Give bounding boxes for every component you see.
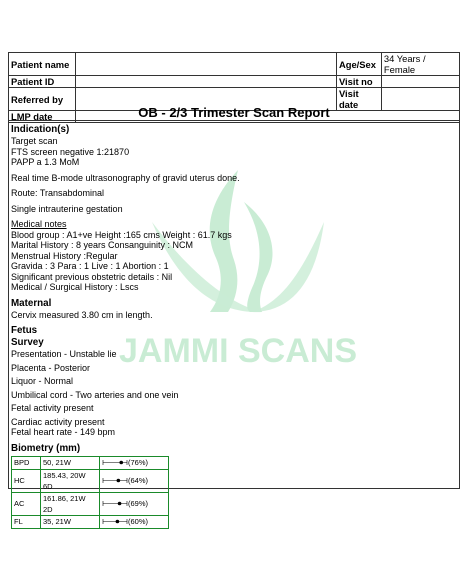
technique-text: Real time B-mode ultrasonography of gravid uterus done.: [11, 172, 240, 183]
biometry-heading: Biometry (mm): [11, 442, 81, 454]
percentile-label: (64%): [128, 475, 149, 485]
medical-notes-heading: Medical notes: [11, 219, 67, 229]
indication-line: FTS screen negative 1:21870: [11, 146, 130, 157]
biometry-gauge-cell: [100, 515, 169, 528]
gauge-marker: [118, 501, 122, 505]
biometry-value: 161.86, 21W 2D: [41, 492, 100, 515]
gauge-marker: [119, 460, 123, 464]
percentile-gauge: [102, 500, 128, 507]
report-content: [11, 124, 451, 529]
percentile-gauge: [102, 518, 128, 525]
medical-note-line: Marital History : 8 years Consanguinity : NCM: [11, 240, 194, 250]
percentile-label: (76%): [128, 457, 149, 467]
biometry-value: 35, 21W: [41, 515, 100, 528]
biometry-value: 185.43, 20W 6D: [41, 469, 100, 492]
patient-name-value: [75, 53, 336, 76]
visit-date-label: Visit date: [336, 88, 381, 111]
lmp-date-label: LMP date: [9, 111, 76, 123]
biometry-param: BPD: [12, 456, 41, 469]
percentile-label: (69%): [128, 498, 149, 508]
survey-line: Umbilical cord - Two arteries and one vein: [11, 389, 179, 400]
biometry-gauge-cell: [100, 492, 169, 515]
table-row: [12, 515, 169, 528]
survey-line: Fetal activity present: [11, 403, 94, 413]
percentile-label: (60%): [128, 516, 149, 526]
biometry-gauge-cell: [100, 469, 169, 492]
watermark-text: JAMMI SCANS: [118, 332, 358, 370]
biometry-gauge-cell: [100, 456, 169, 469]
gauge-marker: [116, 519, 120, 523]
biometry-value: 50, 21W: [41, 456, 100, 469]
table-row: [12, 456, 169, 469]
maternal-heading: Maternal: [11, 297, 52, 309]
survey-line: Placenta - Posterior: [11, 362, 91, 373]
table-row: [12, 469, 169, 492]
cervix-text: Cervix measured 3.80 cm in length.: [11, 309, 153, 320]
survey-line: Liquor - Normal: [11, 376, 74, 386]
percentile-gauge: [102, 477, 128, 484]
patient-id-value: [75, 76, 336, 88]
medical-note-line: Blood group : A1+ve Height :165 cms Weight : 61.7 kgs: [11, 229, 232, 240]
medical-note-line: Menstrual History :Regular: [11, 250, 118, 261]
fetus-heading: Fetus: [11, 325, 38, 336]
medical-note-line: Medical / Surgical History : Lscs: [11, 282, 139, 292]
referred-by-label: Referred by: [9, 88, 76, 111]
indications-heading: Indication(s): [11, 124, 70, 135]
gestation-text: Single intrauterine gestation: [11, 203, 123, 214]
patient-name-label: Patient name: [9, 53, 76, 76]
patient-id-label: Patient ID: [9, 76, 76, 88]
visit-no-label: Visit no: [336, 76, 381, 88]
visit-no-value: [381, 76, 459, 88]
biometry-table: [11, 456, 169, 529]
survey-line: Presentation - Unstable lie: [11, 349, 117, 359]
age-sex-label: Age/Sex: [336, 53, 381, 76]
report-title: OB - 2/3 Trimester Scan Report: [8, 104, 460, 121]
fetal-heart-rate: Fetal heart rate - 149 bpm: [11, 427, 116, 437]
biometry-param: HC: [12, 469, 41, 492]
medical-note-line: Significant previous obstetric details : Nil: [11, 271, 173, 282]
survey-heading: Survey: [11, 337, 44, 348]
table-row: [12, 492, 169, 515]
percentile-gauge: [102, 459, 128, 466]
age-sex-value: 34 Years / Female: [381, 53, 459, 76]
route-text: Route: Transabdominal: [11, 188, 105, 198]
indication-line: Target scan: [11, 136, 58, 146]
survey-line: Cardiac activity present: [11, 416, 105, 427]
biometry-param: AC: [12, 492, 41, 515]
medical-note-line: Gravida : 3 Para : 1 Live : 1 Abortion : 1: [11, 261, 169, 271]
biometry-param: FL: [12, 515, 41, 528]
gauge-marker: [117, 478, 121, 482]
indication-line: PAPP a 1.3 MoM: [11, 157, 80, 167]
